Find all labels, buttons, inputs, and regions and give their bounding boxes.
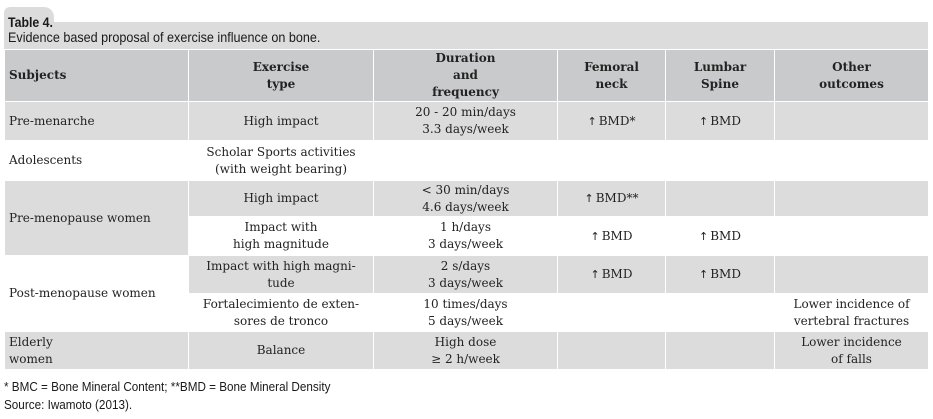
up-arrow-icon: ↑ (699, 229, 709, 243)
table-row-elderly-women (5, 332, 929, 370)
cell-other: Lower incidence of vertebral fractures (775, 294, 929, 332)
footnote-abbreviations: * BMC = Bone Mineral Content; **BMD = Bone Mineral Density (4, 379, 331, 394)
cell-femoral: ↑ BMD (558, 217, 666, 256)
table-row-post-menopause-1 (5, 256, 929, 294)
cell-femoral (558, 141, 666, 181)
cell-duration: 2 s/days 3 days/week (374, 256, 558, 294)
cell-duration: < 30 min/days 4.6 days/week (374, 181, 558, 217)
cell-subject: Pre-menopause women (5, 181, 189, 256)
table-subtitle: Evidence based proposal of exercise influence on bone. (8, 29, 321, 45)
header-row (5, 50, 929, 102)
cell-other (775, 102, 929, 141)
cell-lumbar: ↑ BMD (666, 102, 775, 141)
header-duration: Duration and frequency (374, 50, 558, 102)
cell-femoral (558, 332, 666, 370)
up-arrow-icon: ↑ (590, 268, 600, 281)
header-exercise-type: Exercise type (189, 50, 374, 102)
cell-lumbar: ↑ BMD (666, 217, 775, 256)
cell-lumbar (666, 181, 775, 217)
cell-exercise: Scholar Sports activities (with weight bearing) (189, 141, 374, 181)
cell-exercise: Impact with high magni- tude (189, 256, 374, 294)
table-row-pre-menopause-1 (5, 181, 929, 217)
up-arrow-icon: ↑ (584, 192, 594, 205)
cell-other (775, 256, 929, 294)
cell-exercise: Impact with high magnitude (189, 217, 374, 256)
cell-exercise: High impact (189, 102, 374, 141)
cell-exercise: Fortalecimiento de exten- sores de tronco (189, 294, 374, 332)
cell-lumbar (666, 141, 775, 181)
cell-exercise: Balance (189, 332, 374, 370)
cell-lumbar (666, 294, 775, 332)
header-femoral-neck: Femoral neck (558, 50, 666, 102)
table-row-adolescents (5, 141, 929, 181)
cell-subject: Pre-menarche (5, 102, 189, 141)
cell-subject: Post-menopause women (5, 256, 189, 332)
cell-duration: 20 - 20 min/days 3.3 days/week (374, 102, 558, 141)
cell-femoral: ↑ BMD** (558, 181, 666, 217)
cell-other (775, 217, 929, 256)
footnote-source: Source: Iwamoto (2013). (4, 397, 133, 412)
header-subjects: Subjects (5, 50, 189, 102)
cell-lumbar (666, 332, 775, 370)
cell-exercise: High impact (189, 181, 374, 217)
table-title: Table 4. (8, 14, 53, 30)
cell-other (775, 181, 929, 217)
cell-subject: Elderly women (5, 332, 189, 370)
cell-subject: Adolescents (5, 141, 189, 181)
cell-femoral: ↑ BMD* (558, 102, 666, 141)
cell-femoral (558, 294, 666, 332)
up-arrow-icon: ↑ (590, 229, 600, 243)
table-row-pre-menarche (5, 102, 929, 141)
cell-duration (374, 141, 558, 181)
cell-duration: 1 h/days 3 days/week (374, 217, 558, 256)
up-arrow-icon: ↑ (587, 114, 597, 128)
evidence-table (4, 49, 929, 370)
cell-other: Lower incidence of falls (775, 332, 929, 370)
up-arrow-icon: ↑ (699, 114, 709, 128)
header-lumbar-spine: Lumbar Spine (666, 50, 775, 102)
header-other-outcomes: Other outcomes (775, 50, 929, 102)
cell-duration: 10 times/days 5 days/week (374, 294, 558, 332)
cell-lumbar: ↑ BMD (666, 256, 775, 294)
cell-femoral: ↑ BMD (558, 256, 666, 294)
up-arrow-icon: ↑ (699, 268, 709, 281)
cell-other (775, 141, 929, 181)
cell-duration: High dose ≥ 2 h/week (374, 332, 558, 370)
